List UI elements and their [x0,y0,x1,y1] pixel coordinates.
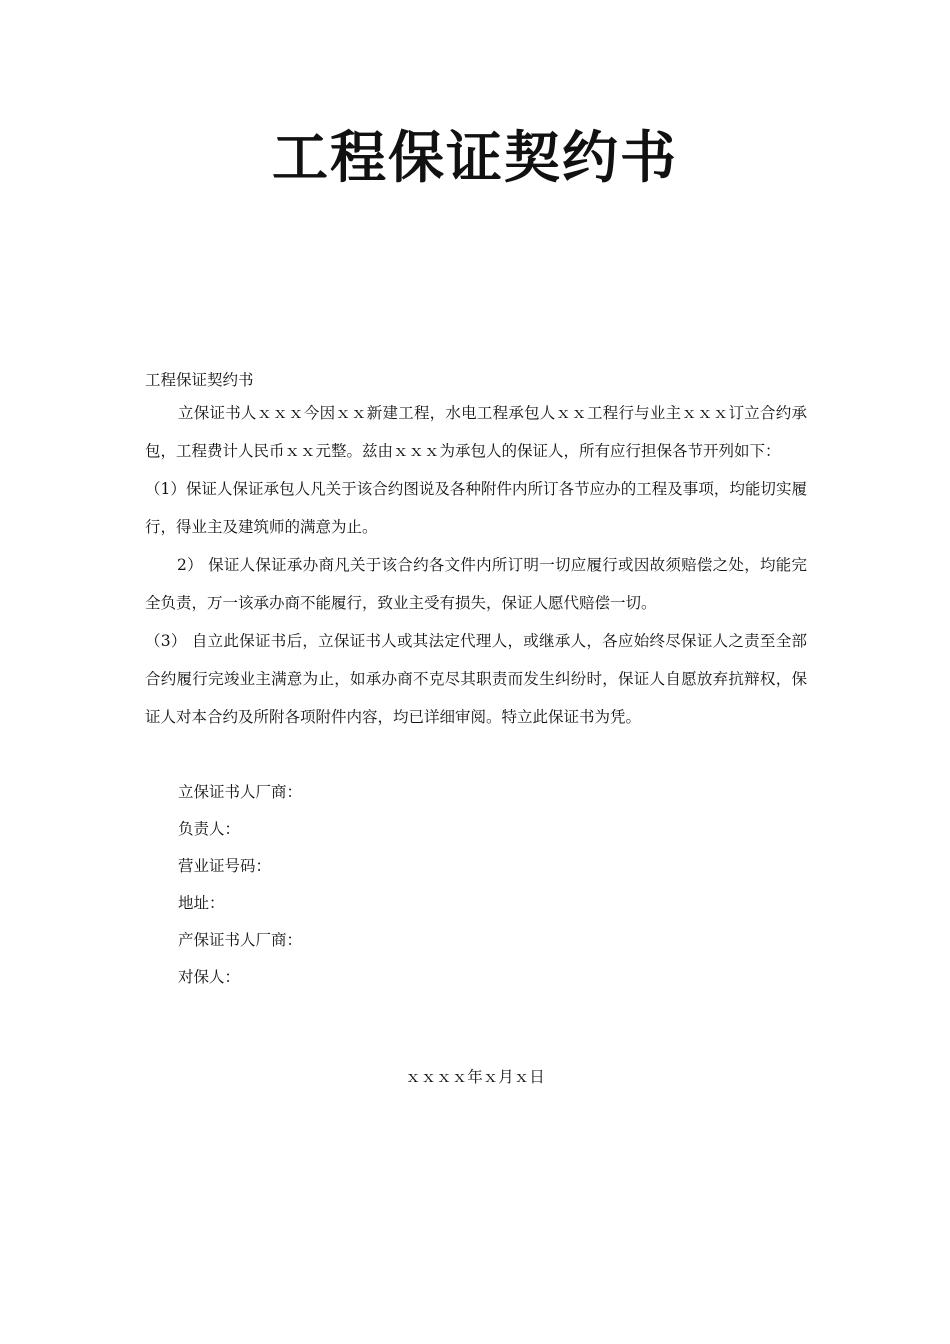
document-subtitle: 工程保证契约书 [145,371,254,389]
signature-block [145,774,807,996]
intro-paragraph: 立保证书人ｘｘｘ今因ｘｘ新建工程，水电工程承包人ｘｘ工程行与业主ｘｘｘ订立合约承包，工程费计人民币ｘｘ元整。兹由ｘｘｘ为承包人的保证人，所有应行担保各节开列如下： [145,404,807,460]
clause-2: 2） 保证人保证承办商凡关于该合约各文件内所订明一切应履行或因故须赔偿之处，均能完全负责，万一该承办商不能履行，致业主受有损失，保证人愿代赔偿一切。 [145,556,807,612]
signature-counter-guarantor: 对保人： [178,968,241,986]
document-title: 工程保证契约书 [272,125,678,191]
signature-responsible-person: 负责人： [178,820,241,838]
clause-1: （1）保证人保证承包人凡关于该合约图说及各种附件内所订各节应办的工程及事项，均能切实履行，得业主及建筑师的满意为止。 [145,480,807,536]
signature-guarantor-firm: 立保证书人厂商： [178,783,303,801]
signature-guarantee-firm-2: 产保证书人厂商： [178,931,303,949]
document-date: ｘｘｘｘ年ｘ月ｘ日 [405,1068,545,1086]
signature-license-number: 营业证号码： [178,857,272,875]
signature-address: 地址： [178,894,225,912]
clause-3: （3） 自立此保证书后，立保证书人或其法定代理人，或继承人，各应始终尽保证人之责至全部合约履行完竣业主满意为止，如承办商不克尽其职责而发生纠纷时，保证人自愿放弃抗辩权，保证人对本合约及所附各项附件内容，均已详细审阅。特立此保证书为凭。 [145,632,807,726]
document-body [145,368,807,996]
